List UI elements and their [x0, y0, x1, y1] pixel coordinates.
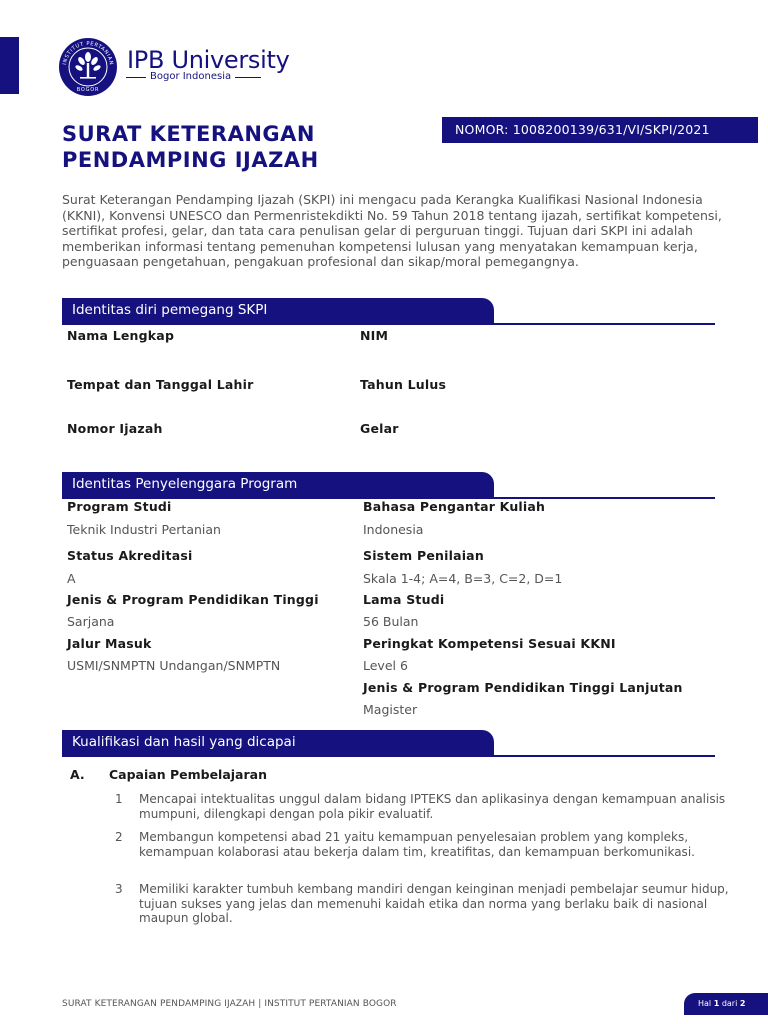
language-value: Indonesia [363, 522, 424, 537]
section-header-qualification: Kualifikasi dan hasil yang dicapai [62, 730, 715, 757]
document-number: NOMOR: 1008200139/631/VI/SKPI/2021 [442, 117, 758, 143]
list-item: Memiliki karakter tumbuh kembang mandiri dengan keinginan menjadi pembelajar seumur hidup, tujuan sukses yang jelas dan memenuhi kaidah etika dan norma yang berlaku baik di nasional maupun global. [139, 882, 729, 925]
field-degree-label: Gelar [360, 421, 399, 436]
study-duration-label: Lama Studi [363, 592, 445, 607]
education-type-label: Jenis & Program Pendidikan Tinggi [67, 592, 319, 607]
list-item-number: 2 [115, 830, 123, 844]
field-birth-label: Tempat dan Tanggal Lahir [67, 377, 254, 392]
subsection-title: Capaian Pembelajaran [109, 767, 267, 782]
list-item-number: 3 [115, 882, 123, 896]
grading-system-label: Sistem Penilaian [363, 548, 484, 563]
field-nim-label: NIM [360, 328, 389, 343]
admission-path-label: Jalur Masuk [67, 636, 152, 651]
program-study-label: Program Studi [67, 499, 172, 514]
list-item: Membangun kompetensi abad 21 yaitu kemampuan penyelesaian problem yang kompleks, kemampuan kolaborasi atau bekerja dalam tim, kreatifitas, dan kemampuan berkomunikasi. [139, 830, 695, 859]
grading-system-value: Skala 1-4; A=4, B=3, C=2, D=1 [363, 571, 563, 586]
field-graduation-year-label: Tahun Lulus [360, 377, 447, 392]
field-diploma-number-label: Nomor Ijazah [67, 421, 163, 436]
language-label: Bahasa Pengantar Kuliah [363, 499, 546, 514]
kkni-level-value: Level 6 [363, 658, 408, 673]
svg-text:INSTITUT PERTANIAN: INSTITUT PERTANIAN [62, 40, 114, 66]
brand-name: IPB University [127, 46, 290, 74]
svg-text:BOGOR: BOGOR [76, 87, 100, 93]
kkni-level-label: Peringkat Kompetensi Sesuai KKNI [363, 636, 616, 651]
footer-text: SURAT KETERANGAN PENDAMPING IJAZAH | INSTITUT PERTANIAN BOGOR [62, 999, 397, 1009]
brand-subtitle: Bogor Indonesia [150, 71, 231, 82]
education-type-value: Sarjana [67, 614, 115, 629]
ipb-seal-logo [58, 37, 118, 97]
edge-accent-bar [0, 37, 19, 94]
list-item-number: 1 [115, 792, 123, 806]
document-title: SURAT KETERANGAN PENDAMPING IJAZAH [62, 122, 319, 172]
field-full-name-label: Nama Lengkap [67, 328, 175, 343]
further-education-label: Jenis & Program Pendidikan Tinggi Lanjutan [363, 680, 683, 695]
admission-path-value: USMI/SNMPTN Undangan/SNMPTN [67, 658, 281, 673]
accreditation-label: Status Akreditasi [67, 548, 193, 563]
section-header-program: Identitas Penyelenggara Program [62, 472, 715, 499]
further-education-value: Magister [363, 702, 418, 717]
intro-paragraph: Surat Keterangan Pendamping Ijazah (SKPI) ini mengacu pada Kerangka Kualifikasi Nasional Indonesia (KKNI), Konvensi UNESCO dan Permenristekdikti No. 59 Tahun 2018 tentang ijazah, sertifikat kompetensi, sertifikat profesi, gelar, dan tata cara penulisan gelar di perguruan tinggi. Tujuan dari SKPI ini adalah memberikan informasi tentang pemenuhan kompetensi lulusan yang menyatakan kemampuan kerja, penguasaan pengetahuan, pengakuan profesional dan sikap/moral pemegangnya. [62, 192, 722, 269]
list-item: Mencapai intektualitas unggul dalam bidang IPTEKS dan aplikasinya dengan kemampuan analisis mumpuni, dilengkapi dengan pola pikir evaluatif. [139, 792, 726, 821]
study-duration-value: 56 Bulan [363, 614, 419, 629]
program-study-value: Teknik Industri Pertanian [67, 522, 221, 537]
section-header-identity: Identitas diri pemegang SKPI [62, 298, 715, 325]
accreditation-value: A [67, 571, 76, 586]
page-indicator: Hal 1 dari 2 [684, 993, 768, 1015]
subsection-letter: A. [70, 767, 85, 782]
